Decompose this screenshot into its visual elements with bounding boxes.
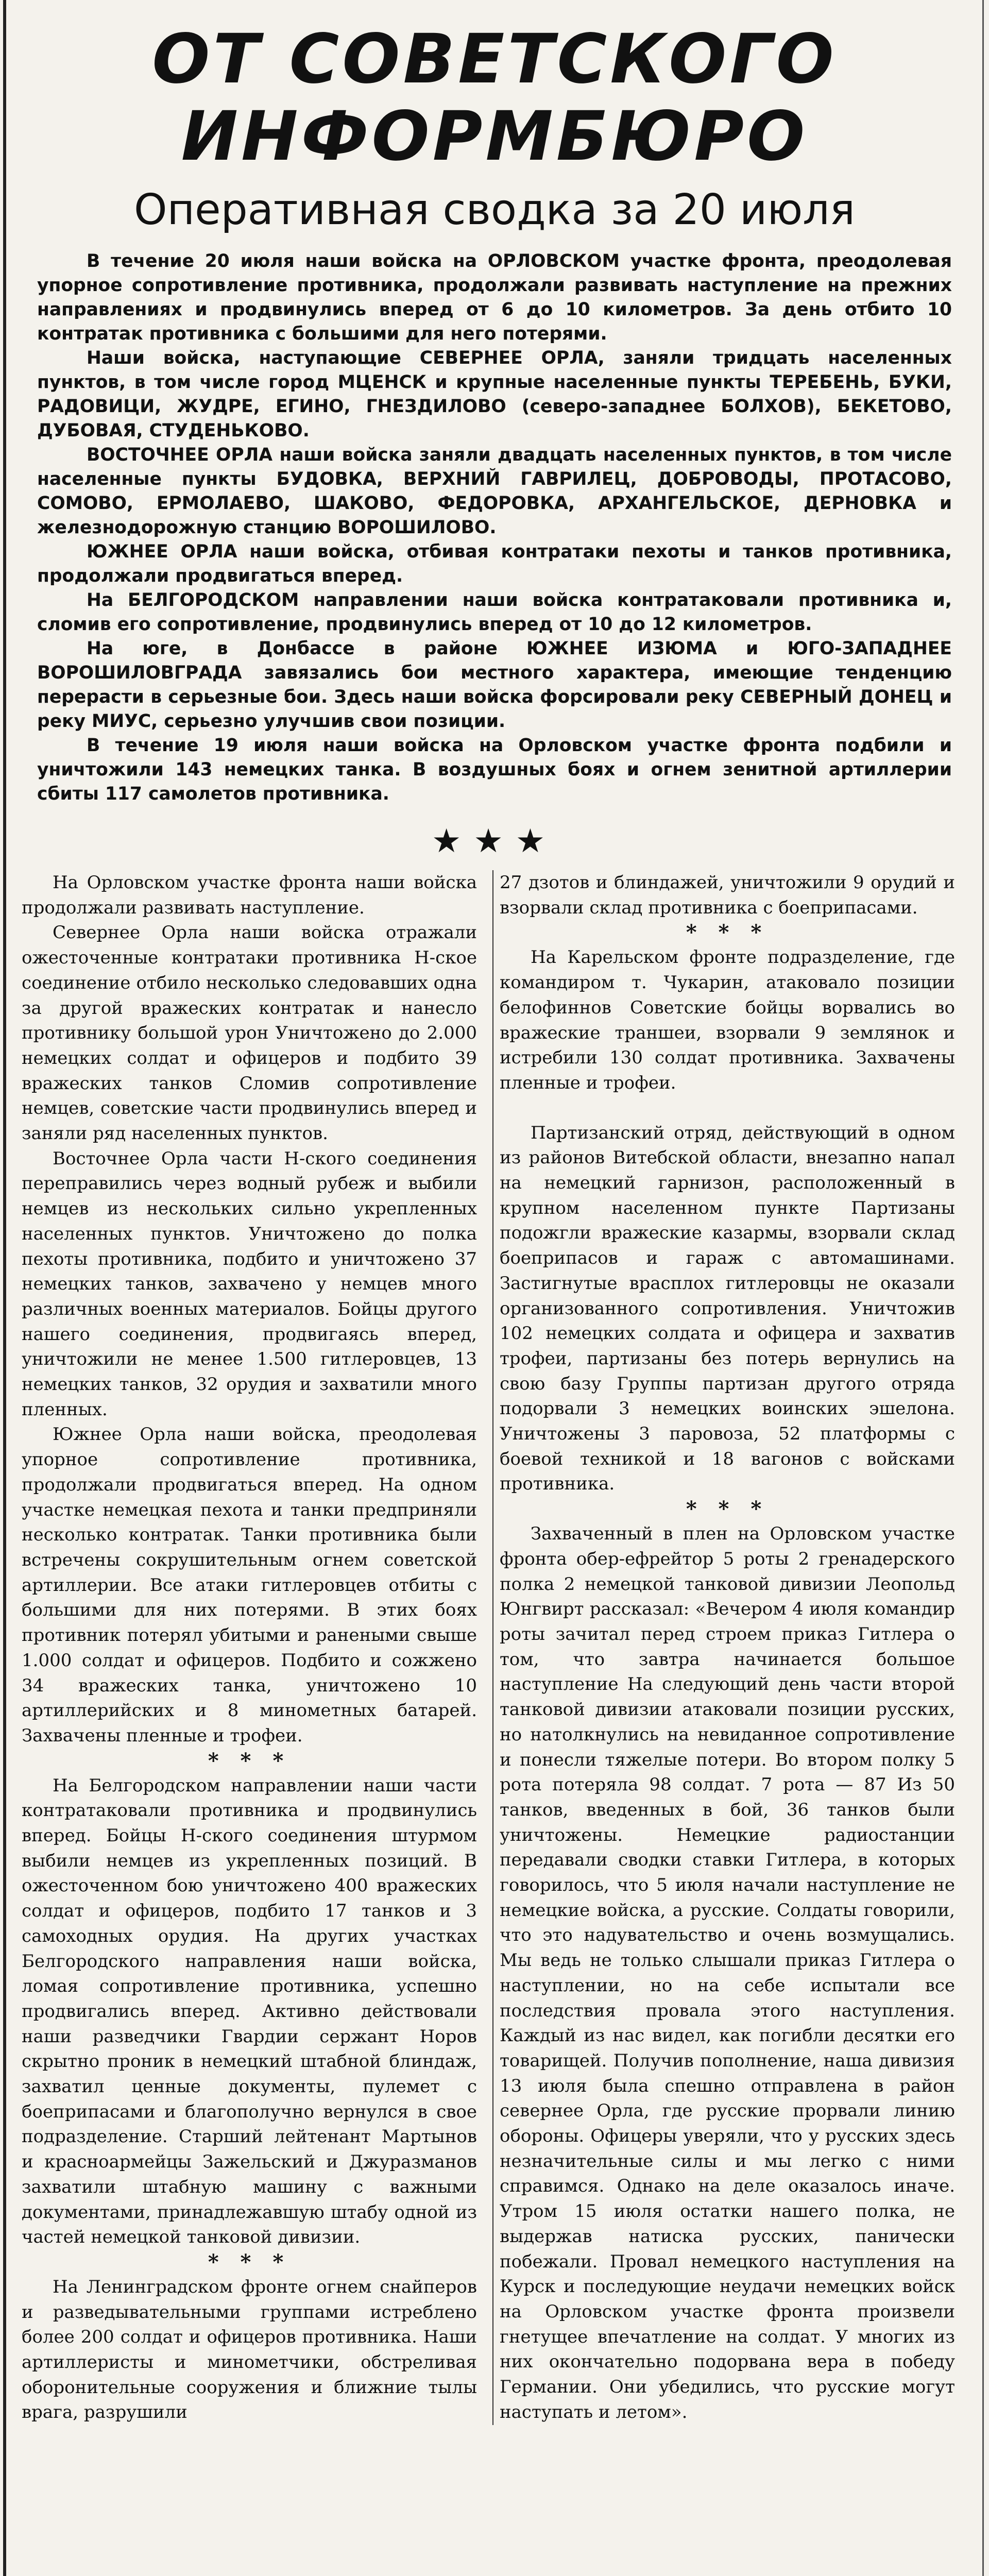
section-separator: * * * (686, 1497, 769, 1521)
summary-paragraph: На БЕЛГОРОДСКОМ направлении наши войска контратаковали противника и, сломив его сопротивление, продвинулись вперед от 10 до 12 километров. (37, 590, 952, 635)
column-rule (492, 870, 493, 2425)
summary-paragraph: В течение 19 июля наши войска на Орловском участке фронта подбили и уничтожили 143 немецких танка. В воздушных боях и огнем зенитной артиллерии сбиты 117 самолетов противника. (37, 735, 952, 804)
page-edge-line (3, 0, 6, 2576)
article-paragraph: На Ленинградском фронте огнем снайперов и разведывательными группами истреблено более 200 солдат и офицеров противника. Наши артиллеристы и минометчики, обстреливая оборонительные сооружения и ближние тылы врага, разрушили (22, 2276, 477, 2423)
summary-paragraph: ЮЖНЕЕ ОРЛА наши войска, отбивая контратаки пехоты и танков противника, продолжали продвигаться вперед. (37, 541, 952, 586)
section-gap (500, 1096, 955, 1121)
headline: ОТ СОВЕТСКОГО ИНФОРМБЮРО (152, 20, 837, 176)
article-paragraph: Южнее Орла наши войска, преодолевая упорное сопротивление противника, продолжали продвигаться вперед. На одном участке немецкая пехота и танки предприняли несколько контратак. Танки противника были встречены сокрушительным огнем советской артиллерии. Все атаки гитлеровцев отбиты с большими для них потерями. В этих боях противник потерял убитыми и ранеными свыше 1.000 солдат и офицеров. Подбито и сожжено 34 вражеских танка, уничтожено 10 артиллерийских и 8 минометных батарей. Захвачены пленные и трофеи. (22, 1424, 477, 1746)
summary-paragraph: В течение 20 июля наши войска на ОРЛОВСКОМ участке фронта, преодолевая упорное сопротивление противника, продолжали развивать наступление на прежних направлениях и продвинулись вперед от 6 до 10 километров. За день отбито 10 контратак противника с большими для него потерями. (37, 251, 952, 344)
article-paragraph: Захваченный в плен на Орловском участке фронта обер-ефрейтор 5 роты 2 гренадерского полка 2 немецкой танковой дивизии Леопольд Юнгвирт рассказал: «Вечером 4 июля командир роты зачитал перед строем приказ Гитлера о том, что завтра начинается большое наступление На следующий день части второй танковой дивизии атаковали позиции русских, но натолкнулись на невиданное сопротивление и понесли тяжелые потери. Во втором полку 5 рота потеряла 98 солдат. 7 рота — 87 Из 50 танков, введенных в бой, 36 танков были уничтожены. Немецкие радиостанции передавали сводки ставки Гитлера, в которых говорилось, что 5 июля начали наступление не немецкие войска, а русские. Солдаты говорили, что это надувательство и очень возмущались. Мы ведь не только слышали приказ Гитлера о наступлении, но на себе испытали все последствия провала этого наступления. Каждый из нас видел, как погибли десятки его товарищей. Получив пополнение, наша дивизия 13 июля была спешно отправлена в район севернее Орла, где русские прорвали линию обороны. Офицеры уверяли, что у русских здесь незначительные силы и мы легко с ними справимся. Однако на деле оказалось иначе. Утром 15 июля остатки нашего полка, не выдержав натиска русских, панически побежали. Провал немецкого наступления на Курск и последующие неудачи немецких войск на Орловском участке фронта произвели гнетущее впечатление на солдат. У многих из них окончательно подорвана вера в победу Германии. Они убедились, что русские могут наступать и летом». (500, 1523, 955, 2422)
page-edge-line-right (982, 0, 984, 2576)
summary-paragraph: Наши войска, наступающие СЕВЕРНЕЕ ОРЛА, заняли тридцать населенных пунктов, в том числе город МЦЕНСК и крупные населенные пункты ТЕРЕБЕНЬ, БУКИ, РАДОВИЦИ, ЖУДРЕ, ЕГИНО, ГНЕЗДИЛОВО (северо-западнее БОЛХОВ), БЕКЕТОВО, ДУБОВАЯ, СТУДЕНЬКОВО. (37, 348, 952, 441)
summary-paragraph: На юге, в Донбассе в районе ЮЖНЕЕ ИЗЮМА и ЮГО-ЗАПАДНЕЕ ВОРОШИЛОВГРАДА завязались бои местного характера, имеющие тенденцию перерасти в серьезные бои. Здесь наши войска форсировали реку СЕВЕРНЫЙ ДОНЕЦ и реку МИУС, серьезно улучшив свои позиции. (37, 638, 952, 732)
article-paragraph: На Орловском участке фронта наши войска продолжали развивать наступление. (22, 872, 477, 918)
right-column (488, 870, 955, 2425)
left-column (22, 870, 488, 2425)
article-paragraph: Партизанский отряд, действующий в одном из районов Витебской области, внезапно напал на немецкий гарнизон, расположенный в крупном населенном пункте Партизаны подожгли вражеские казармы, взорвали склад боеприпасов и гараж с автомашинами. Застигнутые врасплох гитлеровцы не оказали организованного сопротивления. Уничтожив 102 немецких солдата и офицера и захватив трофеи, партизаны без потерь вернулись на свою базу Группы партизан другого отряда подорвали 3 немецких воинских эшелона. Уничтожены 3 паровоза, 52 платформы с боевой техникой и 18 вагонов с войсками противника. (500, 1122, 955, 1495)
article-columns (22, 870, 967, 2425)
operational-summary (37, 249, 952, 806)
stars-divider: ★★★ (431, 822, 558, 860)
article-paragraph: На Белгородском направлении наши части контратаковали противника и продвинулись вперед. Бойцы Н-ского соединения штурмом выбили немцев из укрепленных позиций. В ожесточенном бою уничтожено 400 вражеских солдат и офицеров, подбито 17 танков и 3 самоходных орудия. На других участках Белгородского направления наши войска, ломая сопротивление противника, успешно продвигались вперед. Активно действовали наши разведчики Гвардии сержант Норов скрытно проник в немецкий штабной блиндаж, захватил ценные документы, пулемет с боеприпасами и благополучно вернулся в свое подразделение. Старший лейтенант Мартынов и красноармейцы Зажельский и Джуразманов захватили штабную машину с важными документами, принадлежавшую штабу одной из частей немецкой танковой дивизии. (22, 1775, 477, 2248)
article-paragraph: На Карельском фронте подразделение, где командиром т. Чукарин, атаковало позиции белофиннов Советские бойцы ворвались во вражеские траншеи, взорвали 9 землянок и истребили 130 солдат противника. Захвачены пленные и трофеи. (500, 947, 955, 1093)
section-separator: * * * (208, 1748, 291, 1773)
article-paragraph: Севернее Орла наши войска отражали ожесточенные контратаки противника Н-ское соединение отбило несколько следовавших одна за другой вражеских контратак и нанесло противнику большой урон Уничтожено до 2.000 немецких солдат и офицеров и подбито 39 вражеских танков Сломив сопротивление немцев, советские части продвинулись вперед и заняли ряд населенных пунктов. (22, 922, 477, 1144)
section-separator: * * * (686, 920, 769, 945)
article-paragraph: Восточнее Орла части Н-ского соединения переправились через водный рубеж и выбили немцев из нескольких сильно укрепленных населенных пунктов. Уничтожено до полка пехоты противника, подбито и уничтожено 37 немецких танков, захвачено у немцев много различных военных материалов. Бойцы другого нашего соединения, продвигаясь вперед, уничтожили не менее 1.500 гитлеровцев, 13 немецких танков, 32 орудия и захватили много пленных. (22, 1148, 477, 1420)
summary-paragraph: ВОСТОЧНЕЕ ОРЛА наши войска заняли двадцать населенных пунктов, в том числе населенные пункты БУДОВКА, ВЕРХНИЙ ГАВРИЛЕЦ, ДОБРОВОДЫ, ПРОТАСОВО, СОМОВО, ЕРМОЛАЕВО, ШАКОВО, ФЕДОРОВКА, АРХАНГЕЛЬСКОЕ, ДЕРНОВКА и железнодорожную станцию ВОРОШИЛОВО. (37, 445, 952, 538)
report-title: Оперативная сводка за 20 июля (133, 185, 856, 234)
section-separator: * * * (208, 2249, 291, 2274)
article-paragraph: 27 дзотов и блиндажей, уничтожили 9 орудий и взорвали склад противника с боеприпасами. (500, 872, 955, 918)
